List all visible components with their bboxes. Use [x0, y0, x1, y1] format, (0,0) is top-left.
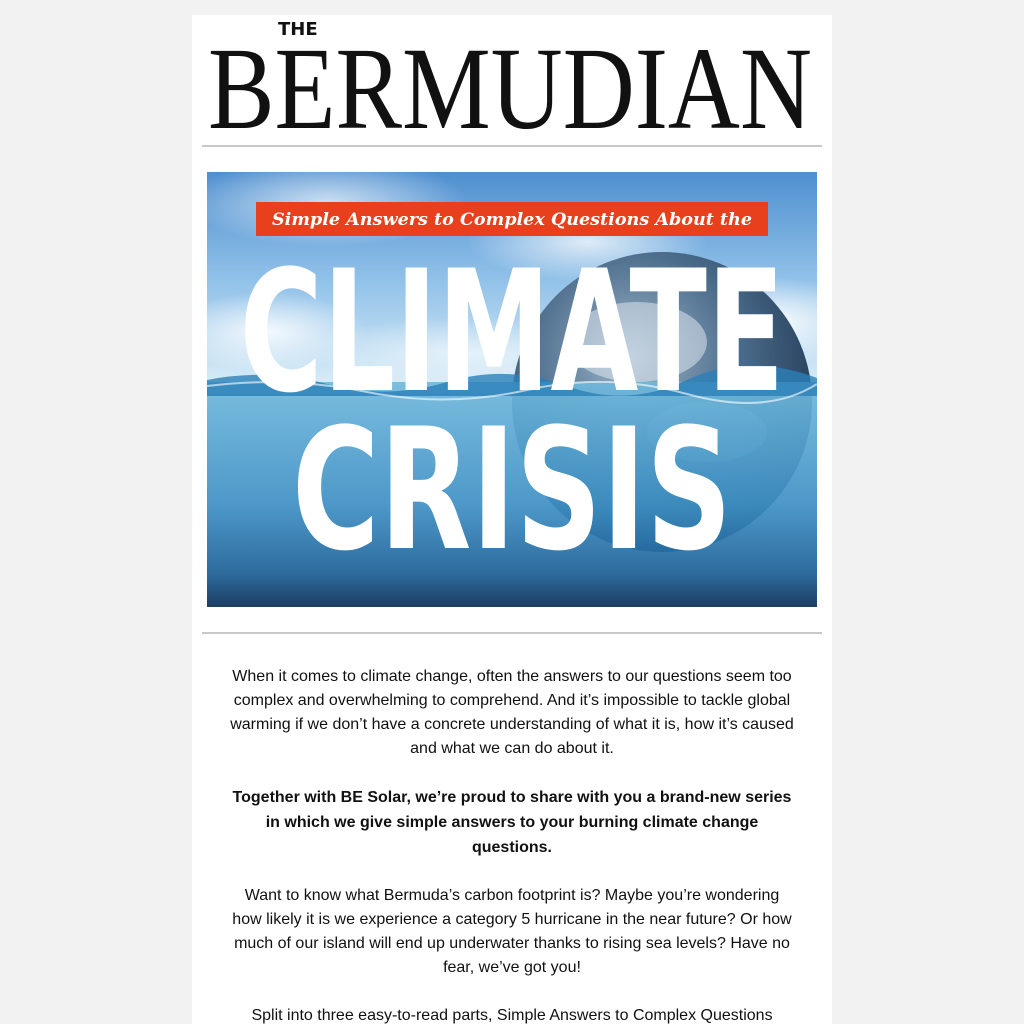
masthead-the: THE: [278, 19, 318, 40]
top-divider: [202, 145, 822, 147]
partner-paragraph: Together with BE Solar, we’re proud to share with you a brand-new series in which we give simple answers to your burning climate change questions.: [232, 789, 792, 856]
hero-headline-line1: CLIMATE: [239, 234, 785, 430]
email-container: [192, 15, 832, 1024]
masthead-logo[interactable]: [208, 15, 816, 137]
hero-headline-line2: CRISIS: [292, 392, 732, 588]
hero-divider: [202, 632, 822, 634]
body-copy: [230, 665, 794, 1024]
hero-image[interactable]: [207, 172, 817, 607]
questions-paragraph: Want to know what Bermuda’s carbon footprint is? Maybe you’re wondering how likely it is we experience a category 5 hurricane in the near future? Or how much of our island will end up underwater thanks to rising sea levels? Have no fear, we’ve got you!: [232, 887, 792, 976]
svg-text:BERMUDIAN: BERMUDIAN: [208, 23, 812, 135]
series-paragraph: Split into three easy-to-read parts, Simple Answers to Complex Questions: [251, 1007, 773, 1024]
hero-banner-text: Simple Answers to Complex Questions About the: [272, 210, 753, 230]
intro-paragraph: When it comes to climate change, often the answers to our questions seem too complex and overwhelming to comprehend. And it’s impossible to tackle global warming if we don’t have a concrete understanding of what it is, how it’s caused and what we can do about it.: [230, 668, 794, 757]
hero-graphic: [207, 172, 817, 607]
